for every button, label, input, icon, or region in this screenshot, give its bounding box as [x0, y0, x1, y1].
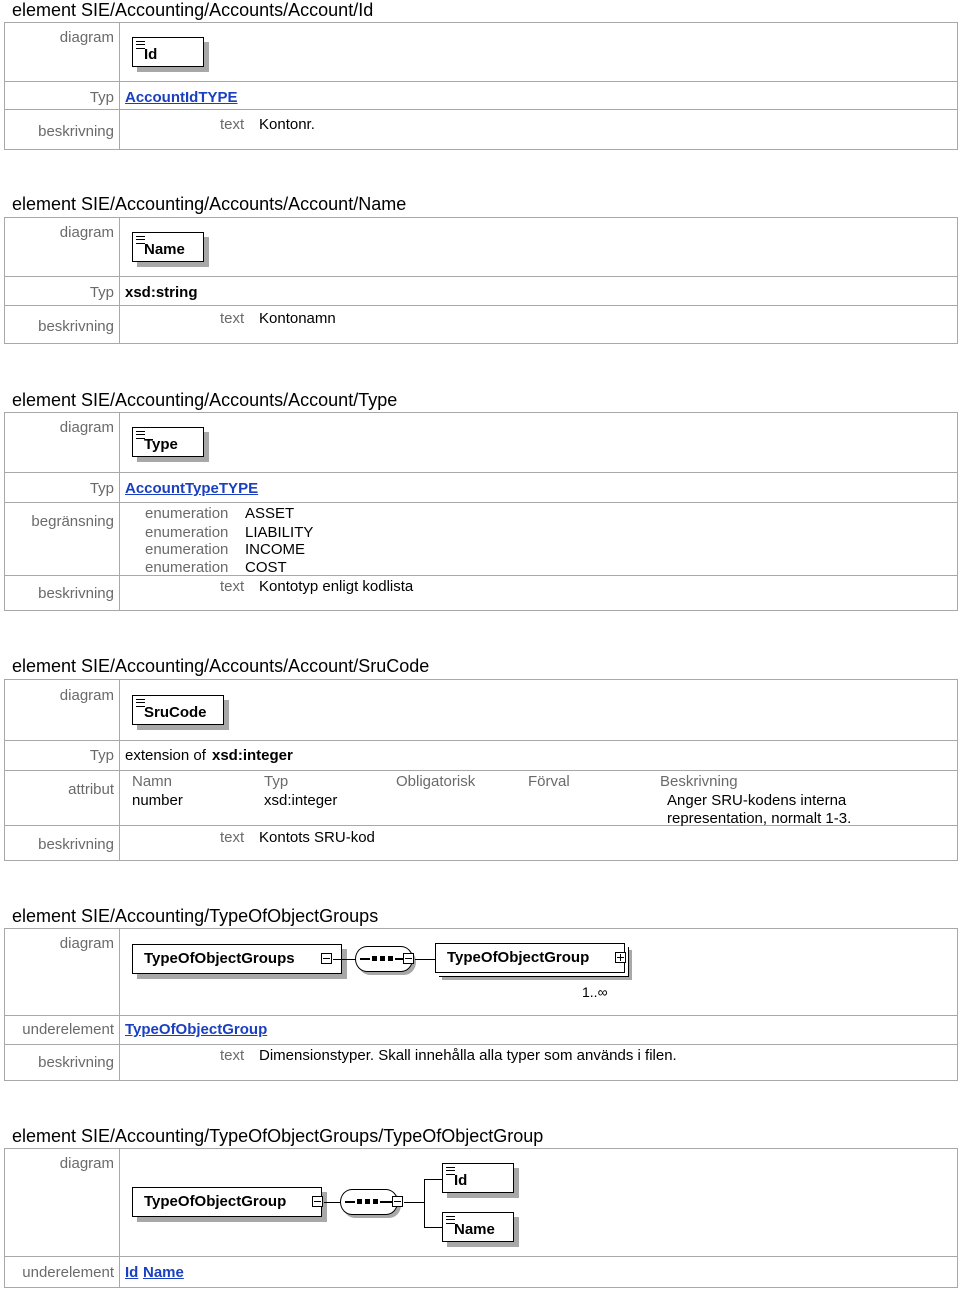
attr-header-forval: Förval — [528, 773, 570, 790]
element-table — [4, 217, 958, 344]
text-label: text — [220, 1047, 245, 1064]
enumeration-value: LIABILITY — [245, 524, 314, 541]
type-value: xsd:integer — [212, 747, 293, 764]
enumeration-label: enumeration — [145, 524, 229, 541]
description-text: Kontotyp enligt kodlista — [259, 578, 414, 595]
description-text: Kontonamn — [259, 310, 336, 327]
element-table — [4, 928, 958, 1081]
enumeration-label: enumeration — [145, 541, 229, 558]
underelement-link-name[interactable]: Name — [143, 1264, 184, 1281]
beskrivning-label: beskrivning — [38, 585, 114, 602]
element-node-typeofobjectgroups[interactable]: TypeOfObjectGroups — [132, 944, 342, 974]
typ-label: Typ — [89, 284, 114, 301]
attr-header-obligatorisk: Obligatorisk — [396, 773, 476, 790]
attr-header-namn: Namn — [132, 773, 173, 790]
type-link[interactable]: AccountIdTYPE — [125, 89, 238, 106]
typ-label: Typ — [89, 89, 114, 106]
expand-icon[interactable] — [615, 952, 626, 963]
type-prefix: extension of — [125, 747, 206, 764]
sequence-icon — [340, 1189, 398, 1215]
description-text: Dimensionstyper. Skall innehålla alla typer som används i filen. — [259, 1047, 677, 1064]
element-table — [4, 679, 958, 861]
element-node-srucode[interactable]: SruCode — [132, 695, 224, 725]
element-table — [4, 1148, 958, 1288]
typ-label: Typ — [89, 747, 114, 764]
diagram-label: diagram — [59, 1155, 114, 1172]
enumeration-value: INCOME — [245, 541, 305, 558]
enumeration-label: enumeration — [145, 505, 229, 522]
section-title: element SIE/Accounting/TypeOfObjectGroups/TypeOfObjectGroup — [12, 1126, 544, 1146]
section-title: element SIE/Accounting/Accounts/Account/Type — [12, 390, 398, 410]
section-title: element SIE/Accounting/Accounts/Account/Name — [12, 194, 407, 214]
enumeration-label: enumeration — [145, 559, 229, 576]
description-text: Kontots SRU-kod — [259, 829, 375, 846]
underelement-link-id[interactable]: Id — [125, 1264, 139, 1281]
text-label: text — [220, 116, 245, 133]
diagram-label: diagram — [59, 419, 114, 436]
text-label: text — [220, 578, 245, 595]
beskrivning-label: beskrivning — [38, 1054, 114, 1071]
type-value: xsd:string — [125, 284, 198, 301]
attr-desc-line1: Anger SRU-kodens interna — [667, 792, 847, 809]
diagram-label: diagram — [59, 29, 114, 46]
element-node-name[interactable]: Name — [442, 1212, 514, 1242]
element-node-typeofobjectgroup[interactable]: TypeOfObjectGroup — [132, 1187, 322, 1217]
attr-header-beskrivning: Beskrivning — [660, 773, 738, 790]
text-label: text — [220, 829, 245, 846]
collapse-icon[interactable] — [312, 1196, 323, 1207]
enumeration-value: COST — [245, 559, 287, 576]
typ-label: Typ — [89, 480, 114, 497]
underelement-label: underelement — [22, 1264, 114, 1281]
element-table — [4, 22, 958, 150]
diagram-label: diagram — [59, 935, 114, 952]
section-title: element SIE/Accounting/TypeOfObjectGroups — [12, 906, 379, 926]
text-label: text — [220, 310, 245, 327]
underelement-label: underelement — [22, 1021, 114, 1038]
attr-header-typ: Typ — [264, 773, 289, 790]
attr-name: number — [132, 792, 183, 809]
element-node-type[interactable]: Type — [132, 427, 204, 457]
attribut-label: attribut — [68, 781, 114, 798]
multiplicity-label: 1..∞ — [582, 984, 608, 1000]
description-text: Kontonr. — [259, 116, 315, 133]
begransning-label: begränsning — [31, 513, 114, 530]
beskrivning-label: beskrivning — [38, 836, 114, 853]
underelement-link[interactable]: TypeOfObjectGroup — [125, 1021, 268, 1038]
element-node-typeofobjectgroup[interactable]: TypeOfObjectGroup — [435, 943, 625, 973]
collapse-icon[interactable] — [403, 953, 414, 964]
section-title: element SIE/Accounting/Accounts/Account/Id — [12, 0, 374, 20]
collapse-icon[interactable] — [392, 1196, 403, 1207]
element-node-id[interactable]: Id — [132, 37, 204, 67]
element-table — [4, 412, 958, 611]
diagram-label: diagram — [59, 687, 114, 704]
element-node-id[interactable]: Id — [442, 1163, 514, 1193]
enumeration-value: ASSET — [245, 505, 295, 522]
attr-desc-line2: representation, normalt 1-3. — [667, 810, 852, 827]
attr-type: xsd:integer — [264, 792, 338, 809]
collapse-icon[interactable] — [321, 953, 332, 964]
diagram-label: diagram — [59, 224, 114, 241]
element-node-name[interactable]: Name — [132, 232, 204, 262]
beskrivning-label: beskrivning — [38, 318, 114, 335]
beskrivning-label: beskrivning — [38, 123, 114, 140]
type-link[interactable]: AccountTypeTYPE — [125, 480, 259, 497]
section-title: element SIE/Accounting/Accounts/Account/SruCode — [12, 656, 430, 676]
